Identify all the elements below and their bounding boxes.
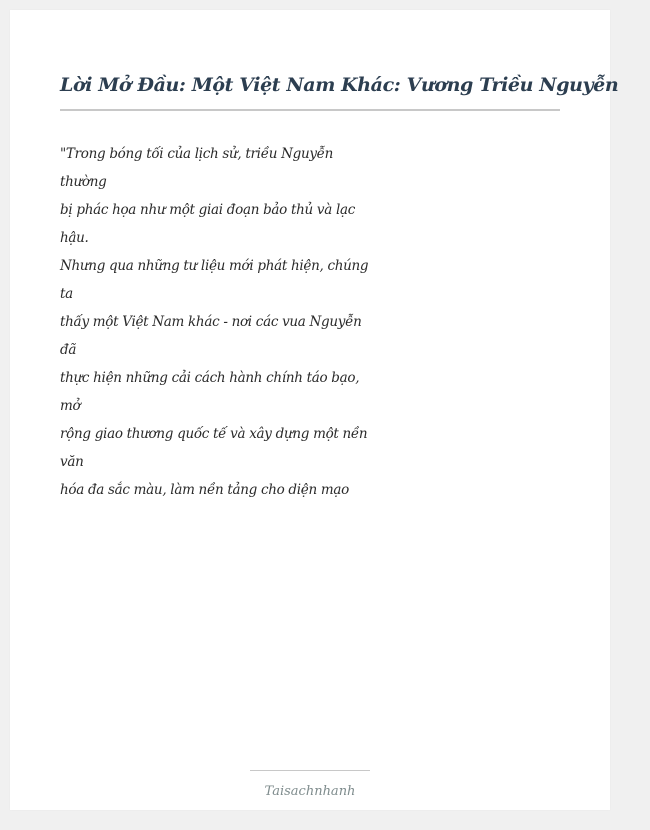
body-line: hóa đa sắc màu, làm nền tảng cho diện mạo [60,482,349,498]
title-divider [60,109,560,111]
body-line: bị phác họa như một giai đoạn bảo thủ và lạc [60,202,355,218]
body-line: văn [60,454,84,470]
footer-brand: Taisachnhanh [264,784,356,799]
body-line: "Trong bóng tối của lịch sử, triều Nguyễn [60,146,334,162]
page-title: Lời Mở Đầu: Một Việt Nam Khác: Vương Triều Nguyễn [60,74,619,96]
body-line: mở [60,398,81,414]
body-line: ta [60,286,73,302]
body-line: rộng giao thương quốc tế và xây dựng một nền [60,426,368,442]
body-line: hậu. [60,230,89,246]
body-line: thường [60,174,107,190]
footer-divider [250,770,370,771]
body-line: thấy một Việt Nam khác - nơi các vua Nguyễn [60,314,362,330]
body-line: đã [60,342,77,358]
body-line: Nhưng qua những tư liệu mới phát hiện, chúng [60,258,369,274]
body-text [60,140,380,504]
document-page [10,10,619,810]
body-line: thực hiện những cải cách hành chính táo bạo, [60,370,360,386]
